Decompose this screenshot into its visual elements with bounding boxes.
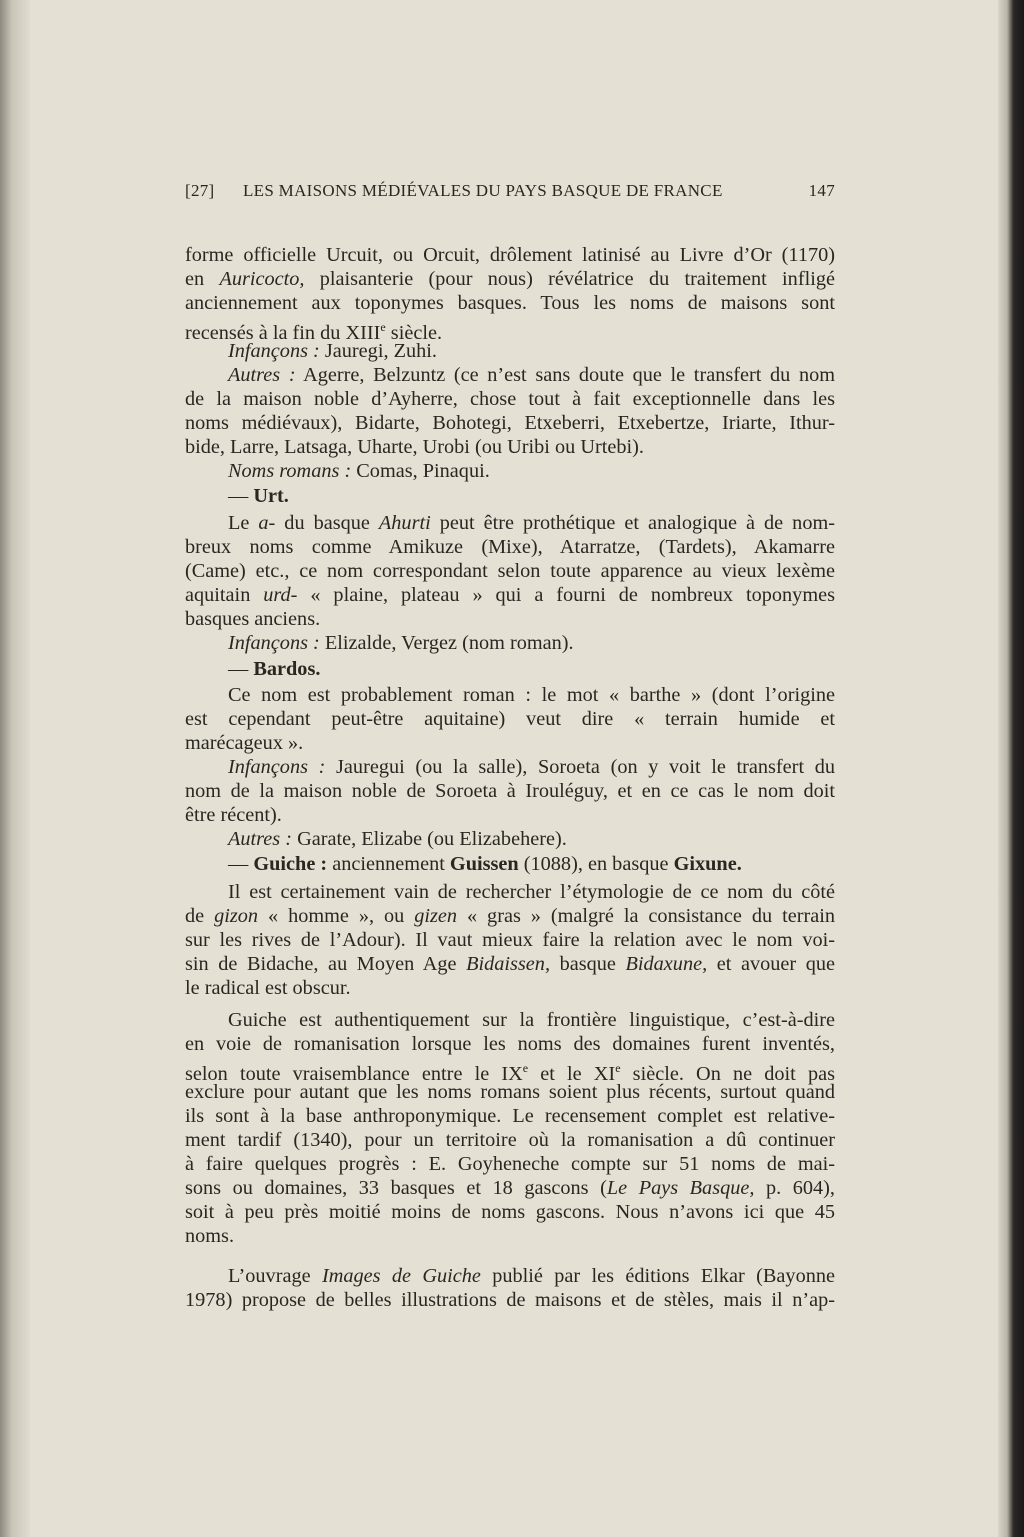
page-right-edge bbox=[998, 0, 1024, 1537]
page-number: 147 bbox=[808, 181, 835, 200]
text-line bbox=[185, 511, 835, 535]
text-line bbox=[185, 1032, 835, 1056]
text-line bbox=[185, 1224, 835, 1248]
text-run: « gras » (malgré la consistance du terrain bbox=[457, 905, 835, 927]
text-line bbox=[185, 607, 835, 631]
text-run: — bbox=[228, 658, 254, 680]
italic-text: Bidaissen, bbox=[466, 953, 551, 975]
text-run: en bbox=[185, 268, 220, 290]
text-run: aquitain bbox=[185, 584, 264, 606]
text-line bbox=[185, 755, 835, 779]
text-line bbox=[185, 707, 835, 731]
text-line bbox=[185, 267, 835, 291]
text-run: Agerre, Belzuntz (ce n’est sans doute que le transfert du nom bbox=[295, 364, 835, 386]
superscript: e bbox=[522, 1061, 529, 1075]
text-line bbox=[185, 435, 835, 459]
text-run: de bbox=[185, 905, 215, 927]
text-line bbox=[185, 731, 835, 755]
text-run: marécageux ». bbox=[185, 732, 304, 754]
text-run: siècle. On ne doit pas bbox=[620, 1063, 835, 1085]
bold-text: Guiche : bbox=[253, 853, 328, 875]
text-run: — bbox=[228, 853, 254, 875]
text-line bbox=[185, 852, 835, 876]
text-line bbox=[185, 1080, 835, 1104]
text-line bbox=[185, 1128, 835, 1152]
text-run: Jauregi, Zuhi. bbox=[319, 340, 437, 362]
text-line bbox=[185, 411, 835, 435]
text-run: 1978) propose de belles illustrations de maisons et de stèles, mais il n’ap- bbox=[185, 1289, 835, 1311]
bold-text: Bardos. bbox=[253, 658, 321, 680]
text-run: publié par les éditions Elkar (Bayonne bbox=[480, 1265, 835, 1287]
text-run: (1088), en basque bbox=[518, 853, 674, 875]
italic-text: Auricocto, bbox=[219, 268, 305, 290]
text-line bbox=[185, 535, 835, 559]
text-line bbox=[185, 1104, 835, 1128]
text-run: anciennement aux toponymes basques. Tous les noms de maisons sont bbox=[185, 292, 835, 314]
text-run: peut être prothétique et analogique à de nom- bbox=[430, 512, 835, 534]
text-line bbox=[185, 657, 835, 681]
text-run: (Came) etc., ce nom correspondant selon toute apparence au vieux lexème bbox=[185, 560, 835, 582]
text-line bbox=[185, 583, 835, 607]
text-run: selon toute vraisemblance entre le IX bbox=[185, 1063, 523, 1085]
text-run: Garate, Elizabe (ou Elizabehere). bbox=[292, 828, 567, 850]
text-run: bide, Larre, Latsaga, Uharte, Urobi (ou Uribi ou Urtebi). bbox=[185, 436, 644, 458]
text-line bbox=[185, 291, 835, 315]
text-run: de la maison noble d’Ayherre, chose tout à fait exceptionnelle dans les bbox=[185, 388, 835, 410]
text-run: et le XI bbox=[528, 1063, 616, 1085]
text-run: p. 604), bbox=[754, 1177, 835, 1199]
text-run: être récent). bbox=[185, 804, 282, 826]
text-run: exclure pour autant que les noms romans soient plus récents, surtout quand bbox=[185, 1081, 835, 1103]
text-run: sin de Bidache, au Moyen Age bbox=[185, 953, 467, 975]
running-title: LES MAISONS MÉDIÉVALES DU PAYS BASQUE DE FRANCE bbox=[243, 181, 723, 200]
text-line bbox=[185, 803, 835, 827]
text-line bbox=[185, 484, 835, 508]
text-run: et avouer que bbox=[707, 953, 836, 975]
text-line bbox=[185, 1176, 835, 1200]
text-line bbox=[185, 1152, 835, 1176]
italic-text: a- bbox=[258, 512, 276, 534]
text-run: siècle. bbox=[385, 322, 443, 344]
text-run: « plaine, plateau » qui a fourni de nombreux toponymes bbox=[297, 584, 835, 606]
section-number: [27] bbox=[185, 181, 215, 200]
text-run: Jauregui (ou la salle), Soroeta (on y voit le transfert du bbox=[325, 756, 835, 778]
text-line bbox=[185, 952, 835, 976]
text-run: du basque bbox=[275, 512, 379, 534]
italic-text: Le Pays Basque, bbox=[606, 1177, 755, 1199]
text-run: forme officielle Urcuit, ou Orcuit, drôlement latinisé au Livre d’Or (1170) bbox=[185, 244, 835, 266]
text-run: Ce nom est probablement roman : le mot « barthe » (dont l’origine bbox=[228, 684, 835, 706]
text-run: basque bbox=[550, 953, 626, 975]
running-header bbox=[185, 181, 835, 207]
text-run: Le bbox=[228, 512, 259, 534]
text-line bbox=[185, 363, 835, 387]
text-run: sur les rives de l’Adour). Il vaut mieux faire la relation avec le nom voi- bbox=[185, 929, 835, 951]
text-run: noms médiévaux), Bidarte, Bohotegi, Etxeberri, Etxebertze, Iriarte, Ithur- bbox=[185, 412, 835, 434]
text-line bbox=[185, 1264, 835, 1288]
bold-text: Guissen bbox=[449, 853, 519, 875]
superscript: e bbox=[380, 320, 386, 334]
text-run: nom de la maison noble de Soroeta à Irouléguy, et en ce cas le nom doit bbox=[185, 780, 835, 802]
text-line bbox=[185, 1008, 835, 1032]
italic-text: Autres : bbox=[228, 828, 293, 850]
superscript: e bbox=[615, 1061, 621, 1075]
text-line bbox=[185, 683, 835, 707]
text-run: Il est certainement vain de rechercher l’étymologie de ce nom du côté bbox=[228, 881, 835, 903]
italic-text: gizen bbox=[414, 905, 458, 927]
italic-text: Infançons : bbox=[228, 632, 320, 654]
text-line bbox=[185, 459, 835, 483]
text-run: à faire quelques progrès : E. Goyheneche compte sur 51 noms de mai- bbox=[185, 1153, 835, 1175]
text-run: le radical est obscur. bbox=[185, 977, 351, 999]
italic-text: Infançons : bbox=[228, 756, 326, 778]
text-run: Elizalde, Vergez (nom roman). bbox=[319, 632, 574, 654]
italic-text: Bidaxune, bbox=[625, 953, 708, 975]
text-run: est cependant peut-être aquitaine) veut dire « terrain humide et bbox=[185, 708, 835, 730]
text-run: noms. bbox=[185, 1225, 235, 1247]
text-line bbox=[185, 387, 835, 411]
page-left-edge bbox=[0, 0, 30, 1537]
text-run: recensés à la fin du XIII bbox=[185, 322, 381, 344]
bold-text: Gixune. bbox=[673, 853, 742, 875]
text-run: anciennement bbox=[327, 853, 450, 875]
italic-text: Images de Guiche bbox=[321, 1265, 481, 1287]
italic-text: gizon bbox=[214, 905, 259, 927]
text-run: « homme », ou bbox=[258, 905, 415, 927]
text-run: — bbox=[228, 485, 254, 507]
text-line bbox=[185, 339, 835, 363]
text-run: ils sont à la base anthroponymique. Le recensement complet est relative- bbox=[185, 1105, 835, 1127]
text-line bbox=[185, 559, 835, 583]
text-line bbox=[185, 631, 835, 655]
italic-text: Autres : bbox=[228, 364, 296, 386]
text-line bbox=[185, 243, 835, 267]
text-run: plaisanterie (pour nous) révélatrice du traitement infligé bbox=[304, 268, 835, 290]
italic-text: Ahurti bbox=[378, 512, 431, 534]
text-run: Guiche est authentiquement sur la frontière linguistique, c’est-à-dire bbox=[228, 1009, 835, 1031]
text-run: basques anciens. bbox=[185, 608, 321, 630]
text-run: en voie de romanisation lorsque les noms des domaines furent inventés, bbox=[185, 1033, 835, 1055]
text-run: sons ou domaines, 33 basques et 18 gascons ( bbox=[185, 1177, 607, 1199]
text-run: soit à peu près moitié moins de noms gascons. Nous n’avons ici que 45 bbox=[185, 1201, 835, 1223]
text-line bbox=[185, 976, 835, 1000]
text-line bbox=[185, 779, 835, 803]
text-line bbox=[185, 904, 835, 928]
bold-text: Urt. bbox=[253, 485, 289, 507]
text-run: breux noms comme Amikuze (Mixe), Atarratze, (Tardets), Akamarre bbox=[185, 536, 835, 558]
text-line bbox=[185, 1288, 835, 1312]
italic-text: urd- bbox=[263, 584, 298, 606]
text-line bbox=[185, 880, 835, 904]
text-line bbox=[185, 1200, 835, 1224]
text-run: ment tardif (1340), pour un territoire où la romanisation a dû continuer bbox=[185, 1129, 835, 1151]
text-line bbox=[185, 928, 835, 952]
italic-text: Noms romans : bbox=[228, 460, 352, 482]
text-run: Comas, Pinaqui. bbox=[351, 460, 490, 482]
text-line bbox=[185, 827, 835, 851]
italic-text: Infançons : bbox=[228, 340, 320, 362]
text-run: L’ouvrage bbox=[228, 1265, 322, 1287]
